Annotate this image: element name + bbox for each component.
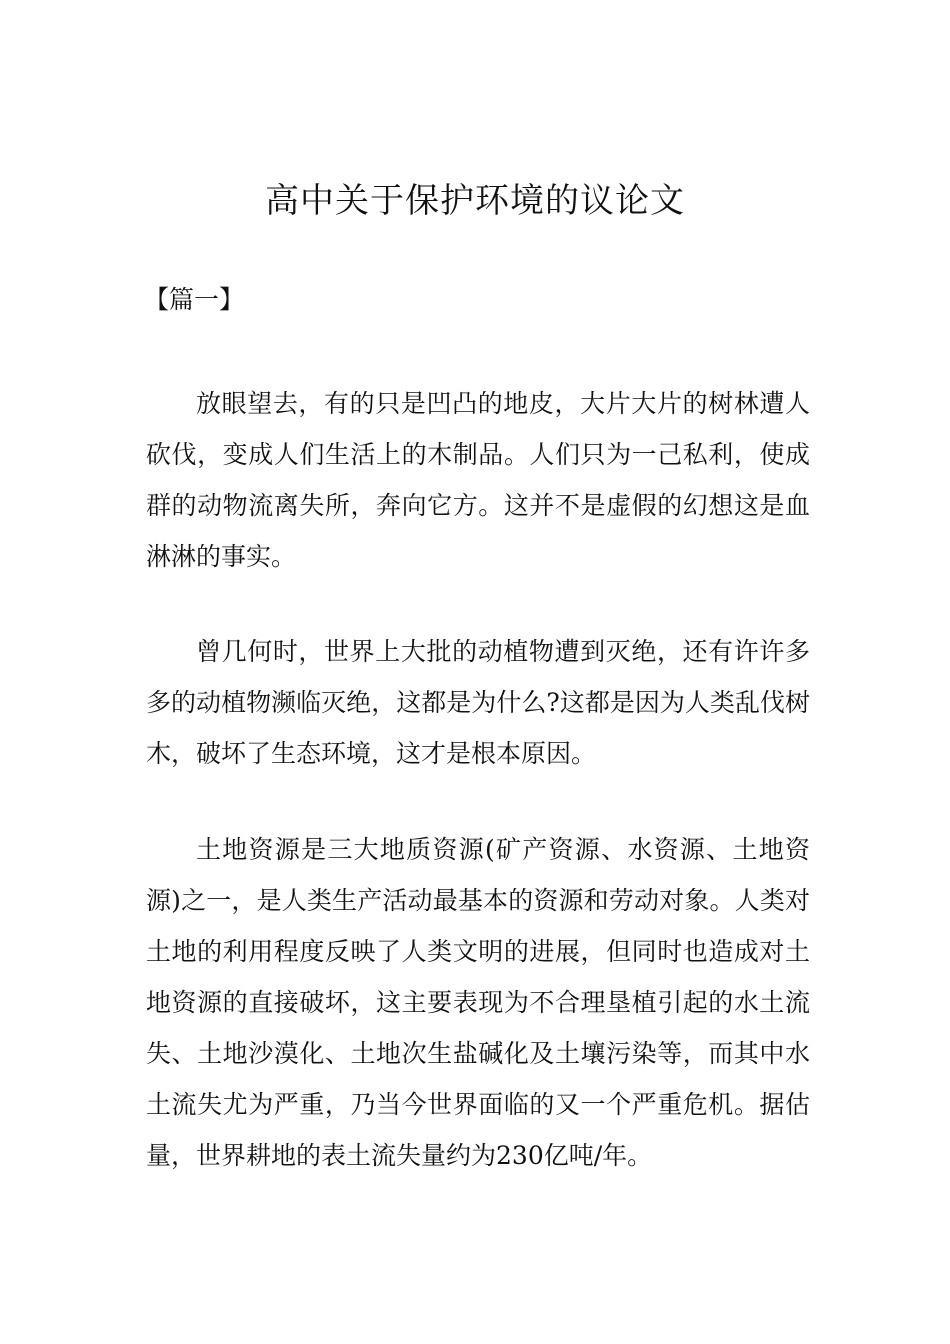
paragraph-1: 放眼望去，有的只是凹凸的地皮，大片大片的树林遭人砍伐，变成人们生活上的木制品。人们只为一己私利，使成群的动物流离失所，奔向它方。这并不是虚假的幻想这是血淋淋的事实。: [146, 389, 810, 571]
section-label: 【篇一】: [144, 285, 245, 314]
paragraph-2: 曾几何时，世界上大批的动植物遭到灭绝，还有许许多多的动植物濒临灭绝，这都是为什么?这都是因为人类乱伐树木，破坏了生态环境，这才是根本原因。: [146, 637, 810, 768]
document-title: 高中关于保护环境的议论文: [265, 181, 685, 221]
paragraph-3: 土地资源是三大地质资源(矿产资源、水资源、土地资源)之一，是人类生产活动最基本的资源和劳动对象。人类对土地的利用程度反映了人类文明的进展，但同时也造成对土地资源的直接破坏，这主要表现为不合理垦植引起的水土流失、土地沙漠化、土地次生盐碱化及土壤污染等，而其中水土流失尤为严重，乃当今世界面临的又一个严重危机。据估量，世界耕地的表土流失量约为230亿吨/年。: [146, 835, 810, 1170]
